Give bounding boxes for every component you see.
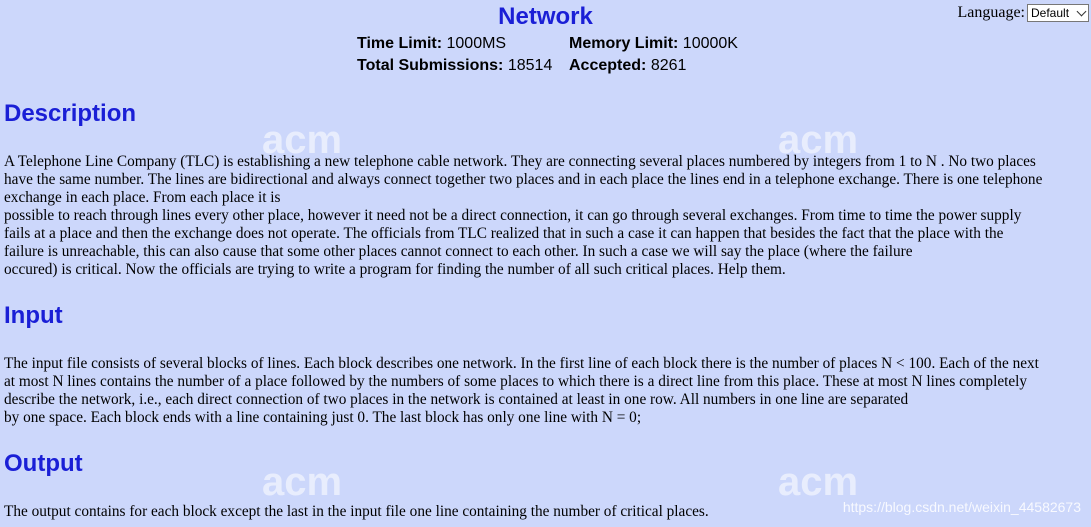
memory-limit-label: Memory Limit: [569,35,679,52]
input-line: The input file consists of several blocks of lines. Each block describes one network. In the first line of each block there is the number of places N < 100. Each of the next [4,355,1039,372]
time-limit-value: 1000MS [446,35,507,52]
accepted-value: 8261 [650,57,687,74]
input-line: at most N lines contains the number of a place followed by the numbers of some places to which there is a direct line from this place. These at most N lines completely [4,373,1028,390]
output-heading: Output [4,450,83,477]
description-line: possible to reach through lines every other place, however it need not be a direct connection, it can go through several exchanges. From time to time the power supply [4,207,1022,224]
description-line: A Telephone Line Company (TLC) is establishing a new telephone cable network. They are connecting several places numbered by integers from 1 to N . No two places [4,153,1036,170]
csdn-watermark: https://blog.csdn.net/weixin_44582673 [842,499,1081,515]
description-line: exchange in each place. From each place it is [4,189,281,206]
acm-watermark-logo: acm [262,118,343,162]
problem-title: Network [498,3,593,30]
language-selector [957,4,1089,22]
memory-limit-value: 10000K [682,35,738,52]
description-line: have the same number. The lines are bidirectional and always connect together two places and in each place the lines end in a telephone exchange. There is one telephone [4,171,1043,188]
total-submissions-label: Total Submissions: [357,57,504,74]
time-limit-label: Time Limit: [357,35,443,52]
input-text [4,355,1089,427]
input-line: describe the network, i.e., each direct connection of two places in the network is contained at least in one row. All numbers in one line are separated [4,391,909,408]
description-text [4,153,1089,279]
language-dropdown[interactable] [1027,4,1089,22]
input-heading: Input [4,302,63,329]
output-line: The output contains for each block except the last in the input file one line containing the number of critical places. [4,503,709,520]
problem-limits [357,33,738,77]
description-line: failure is unreachable, this can also cause that some other places cannot connect to each other. In such a case we will say the place (where the failure [4,243,913,260]
description-line: occured) is critical. Now the officials are trying to write a program for finding the number of all such critical places. Help them. [4,261,786,278]
language-label: Language: [957,4,1025,21]
input-line: by one space. Each block ends with a line containing just 0. The last block has only one line with N = 0; [4,409,642,426]
chevron-down-icon [1077,7,1087,17]
language-selected-value: Default [1031,6,1070,20]
description-line: fails at a place and then the exchange does not operate. The officials from TLC realized that in such a case it can happen that besides the fact that the place with the [4,225,1004,242]
total-submissions-value: 18514 [507,57,553,74]
acm-watermark-logo: acm [778,460,859,504]
description-heading: Description [4,100,137,127]
accepted-label: Accepted: [569,57,647,74]
acm-watermark-logo: acm [778,118,859,162]
acm-watermark-3 [262,460,342,505]
acm-watermark-logo: acm [262,460,343,504]
